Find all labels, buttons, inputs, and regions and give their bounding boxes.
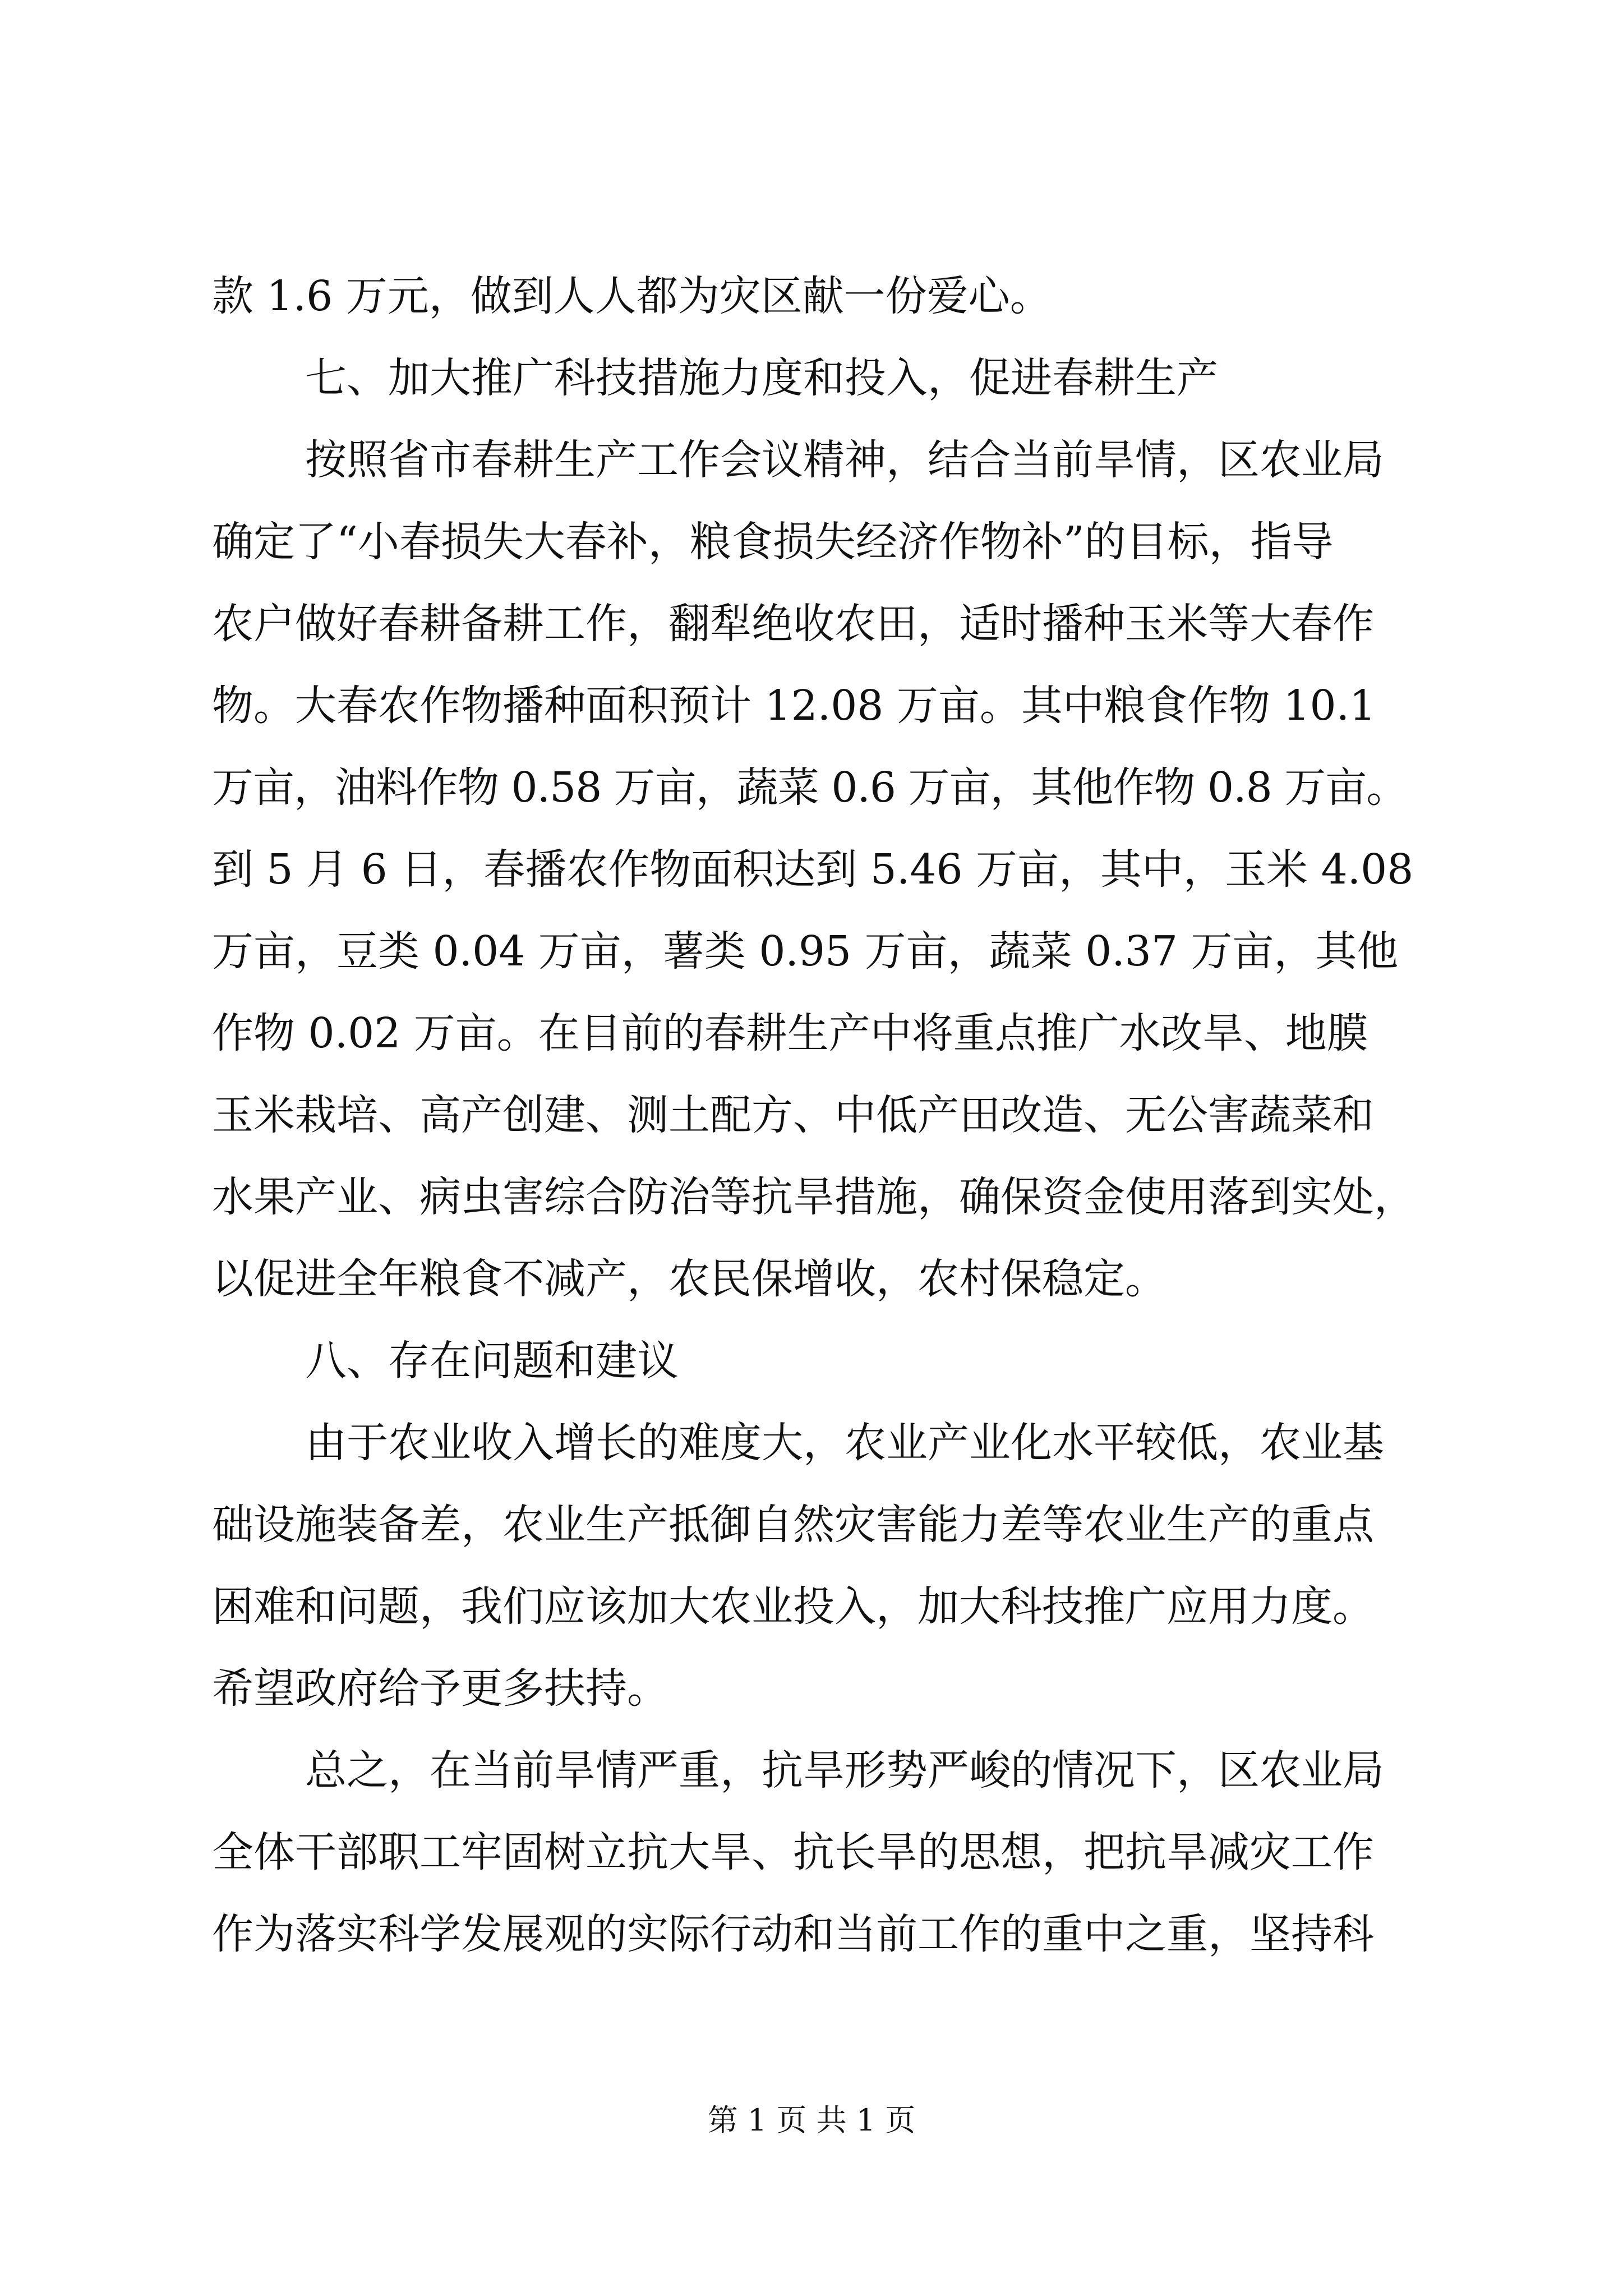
text-line: 础设施装备差，农业生产抵御自然灾害能力差等农业生产的重点	[212, 1501, 1374, 1549]
text-line: 确定了“小春损失大春补，粮食损失经济作物补”的目标，指导	[212, 518, 1334, 566]
text-line: 农户做好春耕备耕工作，翻犁绝收农田，适时播种玉米等大春作	[212, 600, 1374, 648]
text-line: 作物 0.02 万亩。在目前的春耕生产中将重点推广水改旱、地膜	[212, 1009, 1368, 1057]
text-line: 玉米栽培、高产创建、测土配方、中低产田改造、无公害蔬菜和	[212, 1091, 1374, 1139]
text-line: 万亩，油料作物 0.58 万亩，蔬菜 0.6 万亩，其他作物 0.8 万亩。	[212, 763, 1408, 812]
text-line: 困难和问题，我们应该加大农业投入，加大科技推广应用力度。	[212, 1582, 1374, 1631]
text-line: 全体干部职工牢固树立抗大旱、抗长旱的思想，把抗旱减灾工作	[212, 1828, 1374, 1876]
text-line: 物。大春农作物播种面积预计 12.08 万亩。其中粮食作物 10.1	[212, 682, 1376, 730]
body-text	[212, 255, 1423, 1975]
text-line: 总之，在当前旱情严重，抗旱形势严峻的情况下，区农业局	[305, 1746, 1384, 1795]
page-footer: 第 1 页 共 1 页	[707, 2102, 916, 2138]
text-line: 希望政府给予更多扶持。	[212, 1664, 668, 1713]
section-heading-8: 八、存在问题和建议	[305, 1337, 679, 1385]
text-line: 款 1.6 万元，做到人人都为灾区献一份爱心。	[212, 272, 1052, 320]
text-line: 万亩，豆类 0.04 万亩，薯类 0.95 万亩，蔬菜 0.37 万亩，其他	[212, 927, 1399, 976]
text-line: 按照省市春耕生产工作会议精神，结合当前旱情，区农业局	[305, 436, 1384, 484]
text-line: 由于农业收入增长的难度大，农业产业化水平较低，农业基	[305, 1419, 1384, 1467]
text-line: 以促进全年粮食不减产，农民保增收，农村保稳定。	[212, 1255, 1166, 1303]
text-line: 作为落实科学发展观的实际行动和当前工作的重中之重，坚持科	[212, 1910, 1374, 1958]
section-heading-7: 七、加大推广科技措施力度和投入，促进春耕生产	[305, 354, 1218, 402]
text-line: 水果产业、病虫害综合防治等抗旱措施，确保资金使用落到实处，	[212, 1173, 1415, 1221]
text-line: 到 5 月 6 日，春播农作物面积达到 5.46 万亩，其中，玉米 4.08	[212, 845, 1414, 894]
